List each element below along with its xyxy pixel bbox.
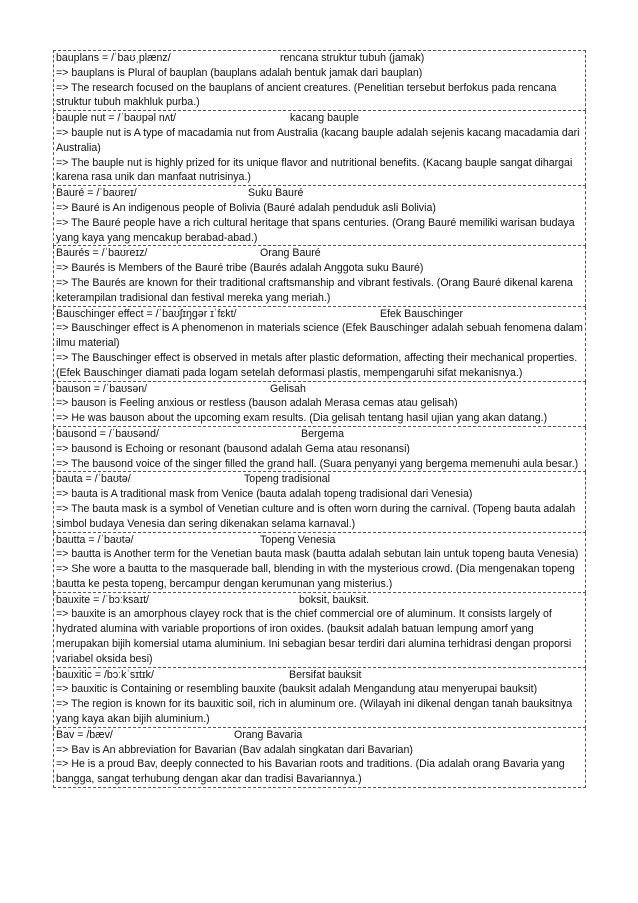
entry-header	[56, 382, 583, 397]
example: => The bauple nut is highly prized for its unique flavor and nutritional benefits. (Kacang bauple sangat dihargai karena rasa unik dan manfaat nutrisinya.)	[56, 156, 573, 184]
translation: Orang Bavaria	[234, 728, 303, 741]
translation: kacang bauple	[290, 112, 359, 125]
headword: bautta = /ˈbaʊtə/	[56, 533, 134, 546]
translation: boksit, bauksit.	[299, 593, 370, 606]
definition: => bausond is Echoing or resonant (bausond adalah Gema atau resonansi)	[56, 442, 410, 455]
headword: Baurés = /ˈbaʊreɪz/	[56, 247, 148, 260]
entry-bav	[53, 728, 586, 788]
entry-baure	[53, 186, 586, 246]
entry-bautta	[53, 533, 586, 593]
translation: Topeng Venesia	[260, 533, 336, 546]
example: => He is a proud Bav, deeply connected to his Bavarian roots and traditions. (Dia adalah orang Bavaria yang bangga, sangat terhubung dengan akar dan tradisi Bavariannya.)	[56, 758, 565, 786]
definition: => bauson is Feeling anxious or restless (bauson adalah Merasa cemas atau gelisah)	[56, 397, 458, 410]
entry-header	[56, 472, 583, 487]
entry-bausond	[53, 427, 586, 472]
example: => The Baurés are known for their traditional craftsmanship and vibrant festivals. (Orang Bauré dikenal karena keterampilan tradisional dan festival mereka yang meriah.)	[56, 276, 573, 304]
translation: Topeng tradisional	[244, 473, 330, 486]
headword: Bauschinger effect = /ˈbaʊʃɪŋɡər ɪˈfɛkt/	[56, 307, 237, 320]
translation: Gelisah	[270, 382, 306, 395]
example: => The Bauré people have a rich cultural heritage that spans centuries. (Orang Bauré memiliki warisan budaya yang kaya yang mencakup berabad-abad.)	[56, 216, 575, 244]
definition: => bauplans is Plural of bauplan (bauplans adalah bentuk jamak dari bauplan)	[56, 66, 423, 79]
entry-bauschinger-effect	[53, 307, 586, 382]
headword: bausond = /ˈbaʊsənd/	[56, 427, 159, 440]
definition: => bauxite is an amorphous clayey rock that is the chief commercial ore of aluminum. It consists largely of hydrated alumina with variable proportions of iron oxides. (bauksit adalah batuan lempung amorf yang merupakan bijih komersial utama aluminium. Ini sebagian besar terdiri dari alumina terhidrasi dengan proporsi variabel oksida besi)	[56, 608, 572, 665]
headword: bauplans = /ˈbaʊˌplænz/	[56, 52, 171, 64]
translation: rencana struktur tubuh (jamak)	[280, 52, 425, 64]
headword: bauple nut = /ˈbaʊpəl nʌt/	[56, 112, 176, 125]
entry-header	[56, 246, 583, 261]
translation: Suku Bauré	[248, 187, 304, 200]
entry-header	[56, 307, 583, 322]
entry-bauxitic	[53, 668, 586, 728]
definition: => Bav is An abbreviation for Bavarian (Bav adalah singkatan dari Bavarian)	[56, 743, 413, 756]
example: => She wore a bautta to the masquerade ball, blending in with the mysterious crowd. (Dia mengenakan topeng bautta ke pesta topeng, bercampur dengan kerumunan yang misterius.)	[56, 563, 575, 590]
example: => He was bauson about the upcoming exam results. (Dia gelisah tentang hasil ujian yang akan datang.)	[56, 412, 548, 425]
entry-bauplans	[53, 50, 586, 111]
translation: Orang Bauré	[260, 247, 321, 260]
entry-bauple-nut	[53, 111, 586, 186]
entry-header	[56, 51, 583, 66]
entry-header	[56, 593, 583, 608]
entry-bauxite	[53, 593, 586, 668]
entry-header	[56, 186, 583, 201]
headword: bauxite = /ˈbɔːksaɪt/	[56, 593, 149, 606]
translation: Bergema	[301, 427, 344, 440]
definition: => Baurés is Members of the Bauré tribe (Baurés adalah Anggota suku Bauré)	[56, 262, 424, 275]
example: => The region is known for its bauxitic soil, rich in aluminum ore. (Wilayah ini dikenal dengan tanah bauksitnya yang kaya akan bijih aluminium.)	[56, 698, 573, 726]
definition: => bautta is Another term for the Venetian bauta mask (bautta adalah sebutan lain untuk topeng bauta Venesia)	[56, 548, 579, 561]
definition: => bauple nut is A type of macadamia nut from Australia (kacang bauple adalah sejenis kacang macadamia dari Australia)	[56, 126, 580, 154]
headword: Bauré = /ˈbaʊreɪ/	[56, 187, 137, 200]
entry-baures	[53, 246, 586, 306]
headword: bauxitic = /bɔːkˈsɪtɪk/	[56, 668, 154, 681]
definition: => bauxitic is Containing or resembling bauxite (bauksit adalah Mengandung atau menyerupai bauksit)	[56, 683, 538, 696]
definition: => bauta is A traditional mask from Venice (bauta adalah topeng tradisional dari Venesia)	[56, 488, 473, 501]
example: => The bauta mask is a symbol of Venetian culture and is often worn during the carnival. (Topeng bauta adalah simbol budaya Venesia dan sering dikenakan selama karnaval.)	[56, 502, 576, 530]
entry-header	[56, 728, 583, 743]
entry-header	[56, 533, 583, 548]
translation: Bersifat bauksit	[289, 668, 362, 681]
headword: Bav = /bæv/	[56, 728, 113, 741]
dictionary-page	[53, 50, 586, 788]
example: => The bausond voice of the singer filled the grand hall. (Suara penyanyi yang bergema memenuhi aula besar.)	[56, 457, 579, 470]
entry-bauta	[53, 472, 586, 532]
headword: bauson = /ˈbaʊsən/	[56, 382, 148, 395]
definition: => Bauschinger effect is A phenomenon in materials science (Efek Bauschinger adalah sebuah fenomena dalam ilmu material)	[56, 322, 583, 350]
example: => The research focused on the bauplans of ancient creatures. (Penelitian tersebut berfokus pada rencana struktur tubuh makhluk purba.)	[56, 81, 557, 109]
entry-header	[56, 668, 583, 683]
entry-header	[56, 111, 583, 126]
example: => The Bauschinger effect is observed in metals after plastic deformation, affecting their mechanical properties. (Efek Bauschinger diamati pada logam setelah deformasi plastis, mempengaruhi sifat mekanisnya.)	[56, 351, 578, 379]
headword: bauta = /ˈbaʊtə/	[56, 473, 131, 486]
entry-bauson	[53, 382, 586, 427]
translation: Efek Bauschinger	[380, 307, 464, 320]
definition: => Bauré is An indigenous people of Bolivia (Bauré adalah penduduk asli Bolivia)	[56, 201, 436, 214]
entry-header	[56, 427, 583, 442]
